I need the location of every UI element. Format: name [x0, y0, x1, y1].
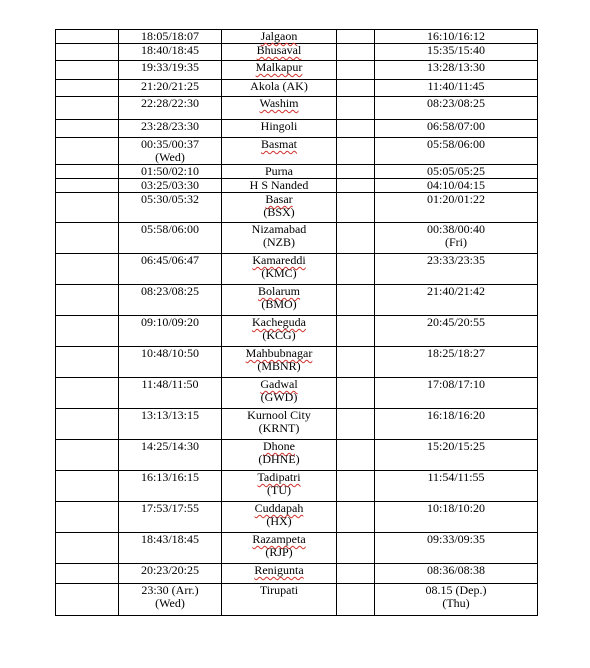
departure-time-cell-line: 06:45/06:47	[140, 253, 199, 267]
station-cell-line: Kamareddi	[252, 253, 306, 267]
departure-time-cell-line: 18:40/18:45	[140, 43, 199, 57]
table-row	[56, 533, 538, 564]
return-time-cell	[375, 533, 538, 564]
station-cell	[222, 138, 337, 165]
empty-cell	[56, 61, 119, 80]
table-row	[56, 347, 538, 378]
departure-time-cell-line: (Wed)	[155, 150, 185, 164]
table-row	[56, 165, 538, 179]
departure-time-cell-line: 23:28/23:30	[140, 119, 199, 133]
return-time-cell-line: 23:33/23:35	[426, 253, 485, 267]
empty-cell	[337, 347, 375, 378]
station-cell	[222, 193, 337, 223]
empty-cell	[56, 533, 119, 564]
empty-cell	[56, 440, 119, 471]
table-row	[56, 179, 538, 193]
station-cell-line: Cuddapah	[254, 501, 304, 515]
return-time-cell	[375, 30, 538, 44]
station-cell-line: (NZB)	[263, 235, 295, 249]
empty-cell	[56, 193, 119, 223]
table-row	[56, 193, 538, 223]
station-cell-line: Tirupati	[259, 583, 299, 597]
station-cell-line: Basmat	[261, 137, 297, 151]
table-row	[56, 285, 538, 316]
departure-time-cell	[119, 502, 222, 533]
station-cell	[222, 165, 337, 179]
return-time-cell	[375, 138, 538, 165]
departure-time-cell	[119, 223, 222, 254]
station-cell-line: (BSX)	[263, 205, 295, 219]
departure-time-cell-line: 18:05/18:07	[140, 29, 199, 43]
return-time-cell	[375, 316, 538, 347]
table-row	[56, 409, 538, 440]
station-cell	[222, 347, 337, 378]
station-cell-line: Nizamabad	[251, 222, 307, 236]
departure-time-cell	[119, 44, 222, 61]
departure-time-cell	[119, 165, 222, 179]
table-row	[56, 80, 538, 97]
station-cell-line: Renigunta	[254, 563, 304, 577]
return-time-cell	[375, 179, 538, 193]
station-cell-line: (GWD)	[260, 390, 298, 404]
station-cell-line: (KRNT)	[258, 421, 300, 435]
return-time-cell-line: 05:05/05:25	[426, 164, 485, 178]
empty-cell	[56, 254, 119, 285]
station-cell-line: Gadwal	[260, 377, 298, 391]
return-time-cell	[375, 409, 538, 440]
empty-cell	[337, 409, 375, 440]
table-row	[56, 138, 538, 165]
table-row	[56, 564, 538, 584]
departure-time-cell-line: 23:30 (Arr.)	[141, 583, 199, 597]
departure-time-cell	[119, 120, 222, 138]
departure-time-cell	[119, 80, 222, 97]
station-cell-line: H S Nanded	[249, 178, 309, 192]
return-time-cell-line: 15:35/15:40	[426, 43, 485, 57]
station-cell	[222, 223, 337, 254]
table-row	[56, 502, 538, 533]
station-cell-line: Dhone	[263, 439, 295, 453]
empty-cell	[56, 409, 119, 440]
station-cell-line: (TU)	[267, 483, 291, 497]
return-time-cell-line: 21:40/21:42	[426, 284, 485, 298]
empty-cell	[337, 80, 375, 97]
departure-time-cell	[119, 471, 222, 502]
departure-time-cell-line: 08:23/08:25	[140, 284, 199, 298]
empty-cell	[56, 138, 119, 165]
table-row	[56, 30, 538, 44]
station-cell	[222, 285, 337, 316]
departure-time-cell	[119, 193, 222, 223]
empty-cell	[56, 80, 119, 97]
timetable-body	[56, 30, 538, 616]
departure-time-cell-line: 14:25/14:30	[140, 439, 199, 453]
station-cell-line: Malkapur	[255, 60, 303, 74]
station-cell-line: Purna	[265, 164, 293, 178]
departure-time-cell	[119, 138, 222, 165]
return-time-cell	[375, 193, 538, 223]
return-time-cell-line: (Fri)	[445, 235, 467, 249]
return-time-cell	[375, 120, 538, 138]
empty-cell	[56, 316, 119, 347]
station-cell-line: Washim	[259, 96, 299, 110]
empty-cell	[337, 61, 375, 80]
station-cell	[222, 61, 337, 80]
station-cell-line: Hingoli	[260, 119, 298, 133]
return-time-cell	[375, 347, 538, 378]
return-time-cell-line: 04:10/04:15	[426, 178, 485, 192]
return-time-cell-line: 11:40/11:45	[427, 79, 485, 93]
timetable	[55, 29, 538, 616]
departure-time-cell-line: 00:35/00:37	[140, 137, 199, 151]
empty-cell	[337, 254, 375, 285]
station-cell	[222, 316, 337, 347]
return-time-cell	[375, 564, 538, 584]
table-row	[56, 440, 538, 471]
station-cell	[222, 378, 337, 409]
empty-cell	[337, 440, 375, 471]
return-time-cell-line: 15:20/15:25	[426, 439, 485, 453]
departure-time-cell-line: 21:20/21:25	[140, 79, 199, 93]
table-row	[56, 378, 538, 409]
departure-time-cell	[119, 316, 222, 347]
return-time-cell-line: 06:58/07:00	[426, 119, 485, 133]
station-cell-line: (RJP)	[265, 545, 293, 559]
return-time-cell-line: 17:08/17:10	[426, 377, 485, 391]
departure-time-cell-line: (Wed)	[155, 596, 185, 610]
empty-cell	[56, 44, 119, 61]
station-cell-line: (KMC)	[261, 266, 297, 280]
station-cell-line: Razampeta	[252, 532, 306, 546]
station-cell-line: (DHNE)	[258, 452, 300, 466]
empty-cell	[56, 179, 119, 193]
station-cell	[222, 471, 337, 502]
departure-time-cell	[119, 409, 222, 440]
empty-cell	[56, 471, 119, 502]
return-time-cell-line: 18:25/18:27	[426, 346, 485, 360]
return-time-cell-line: 13:28/13:30	[426, 60, 485, 74]
return-time-cell	[375, 378, 538, 409]
departure-time-cell	[119, 584, 222, 616]
table-row	[56, 61, 538, 80]
empty-cell	[337, 584, 375, 616]
station-cell-line: Jalgaon	[260, 29, 298, 43]
station-cell	[222, 44, 337, 61]
departure-time-cell-line: 01:50/02:10	[140, 164, 199, 178]
empty-cell	[56, 165, 119, 179]
return-time-cell-line: 00:38/00:40	[426, 222, 485, 236]
return-time-cell	[375, 502, 538, 533]
station-cell	[222, 409, 337, 440]
return-time-cell	[375, 471, 538, 502]
empty-cell	[56, 223, 119, 254]
departure-time-cell-line: 09:10/09:20	[140, 315, 199, 329]
empty-cell	[337, 316, 375, 347]
empty-cell	[56, 30, 119, 44]
station-cell	[222, 30, 337, 44]
return-time-cell	[375, 440, 538, 471]
station-cell-line: (KCG)	[262, 328, 296, 342]
empty-cell	[337, 138, 375, 165]
empty-cell	[337, 471, 375, 502]
departure-time-cell	[119, 254, 222, 285]
empty-cell	[56, 97, 119, 120]
departure-time-cell-line: 05:58/06:00	[140, 222, 199, 236]
departure-time-cell-line: 17:53/17:55	[140, 501, 199, 515]
table-row	[56, 316, 538, 347]
station-cell-line: Kurnool City	[247, 408, 311, 422]
station-cell-line: Basar	[265, 192, 293, 206]
departure-time-cell	[119, 564, 222, 584]
return-time-cell-line: 08:36/08:38	[426, 563, 485, 577]
return-time-cell	[375, 61, 538, 80]
return-time-cell-line: 16:18/16:20	[426, 408, 485, 422]
empty-cell	[337, 120, 375, 138]
return-time-cell-line: 05:58/06:00	[426, 137, 485, 151]
station-cell	[222, 80, 337, 97]
departure-time-cell-line: 11:48/11:50	[141, 377, 199, 391]
departure-time-cell-line: 22:28/22:30	[140, 96, 199, 110]
departure-time-cell	[119, 440, 222, 471]
return-time-cell-line: (Thu)	[442, 596, 470, 610]
station-cell	[222, 440, 337, 471]
station-cell-line: (HX)	[266, 514, 292, 528]
station-cell-line: Kacheguda	[252, 315, 306, 329]
empty-cell	[337, 30, 375, 44]
return-time-cell-line: 20:45/20:55	[426, 315, 485, 329]
empty-cell	[337, 502, 375, 533]
departure-time-cell	[119, 61, 222, 80]
empty-cell	[56, 378, 119, 409]
departure-time-cell-line: 16:13/16:15	[140, 470, 199, 484]
table-row	[56, 254, 538, 285]
station-cell	[222, 533, 337, 564]
departure-time-cell	[119, 533, 222, 564]
station-cell	[222, 502, 337, 533]
departure-time-cell	[119, 97, 222, 120]
return-time-cell-line: 16:10/16:12	[426, 29, 485, 43]
return-time-cell	[375, 97, 538, 120]
station-cell-line: Bhusaval	[256, 43, 302, 57]
empty-cell	[337, 44, 375, 61]
station-cell-line: Mahbubnagar	[245, 346, 313, 360]
station-cell-line: Akola (AK)	[250, 79, 308, 93]
station-cell-line: Tadipatri	[257, 470, 301, 484]
table-row	[56, 44, 538, 61]
departure-time-cell-line: 05:30/05:32	[140, 192, 199, 206]
empty-cell	[337, 564, 375, 584]
empty-cell	[56, 564, 119, 584]
return-time-cell	[375, 584, 538, 616]
table-row	[56, 471, 538, 502]
return-time-cell	[375, 44, 538, 61]
departure-time-cell	[119, 285, 222, 316]
station-cell	[222, 179, 337, 193]
empty-cell	[56, 120, 119, 138]
empty-cell	[56, 347, 119, 378]
return-time-cell-line: 01:20/01:22	[426, 192, 485, 206]
station-cell	[222, 120, 337, 138]
return-time-cell	[375, 285, 538, 316]
return-time-cell-line: 08.15 (Dep.)	[425, 583, 487, 597]
return-time-cell	[375, 165, 538, 179]
empty-cell	[337, 193, 375, 223]
empty-cell	[337, 179, 375, 193]
empty-cell	[56, 584, 119, 616]
departure-time-cell-line: 18:43/18:45	[140, 532, 199, 546]
station-cell	[222, 254, 337, 285]
station-cell-line: (MBNR)	[257, 359, 301, 373]
return-time-cell-line: 09:33/09:35	[426, 532, 485, 546]
return-time-cell	[375, 80, 538, 97]
departure-time-cell-line: 13:13/13:15	[140, 408, 199, 422]
departure-time-cell	[119, 378, 222, 409]
departure-time-cell-line: 20:23/20:25	[140, 563, 199, 577]
empty-cell	[337, 223, 375, 254]
empty-cell	[337, 533, 375, 564]
station-cell	[222, 97, 337, 120]
table-row	[56, 223, 538, 254]
table-row	[56, 97, 538, 120]
return-time-cell-line: 11:54/11:55	[427, 470, 485, 484]
empty-cell	[56, 502, 119, 533]
return-time-cell	[375, 254, 538, 285]
empty-cell	[56, 285, 119, 316]
empty-cell	[337, 97, 375, 120]
empty-cell	[337, 285, 375, 316]
departure-time-cell-line: 03:25/03:30	[140, 178, 199, 192]
departure-time-cell	[119, 347, 222, 378]
station-cell-line: (BMO)	[261, 297, 297, 311]
empty-cell	[337, 165, 375, 179]
departure-time-cell-line: 19:33/19:35	[140, 60, 199, 74]
return-time-cell-line: 08:23/08:25	[426, 96, 485, 110]
table-row	[56, 584, 538, 616]
departure-time-cell	[119, 30, 222, 44]
departure-time-cell	[119, 179, 222, 193]
station-cell-line: Bolarum	[258, 284, 300, 298]
table-row	[56, 120, 538, 138]
return-time-cell-line: 10:18/10:20	[426, 501, 485, 515]
station-cell	[222, 564, 337, 584]
return-time-cell	[375, 223, 538, 254]
empty-cell	[337, 378, 375, 409]
departure-time-cell-line: 10:48/10:50	[140, 346, 199, 360]
station-cell	[222, 584, 337, 616]
